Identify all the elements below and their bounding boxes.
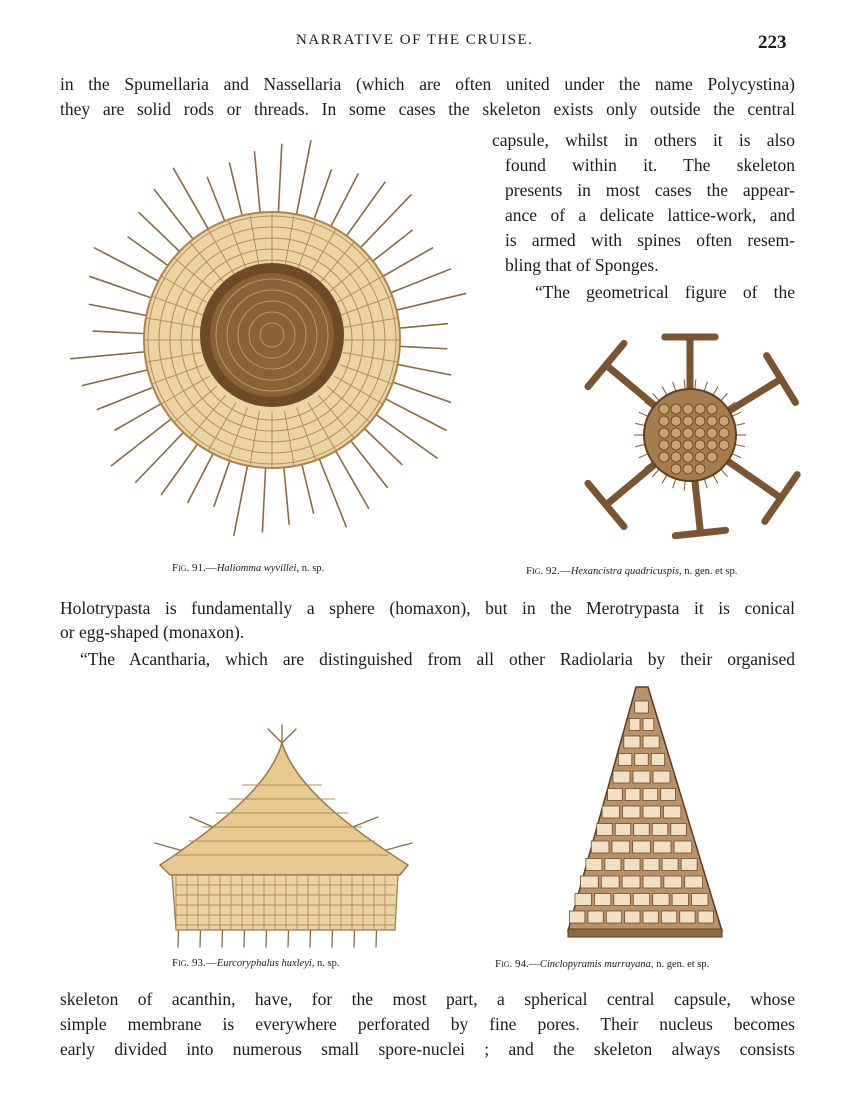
cell	[672, 894, 688, 906]
apical-spine	[282, 729, 296, 743]
figure-94-caption: Fig. 94.—Cinclopyramis murrayana, n. gen. et sp.	[495, 958, 710, 970]
arm-branch	[606, 343, 624, 365]
text-line: early divided into numerous small spore-nuclei ; and the skeleton always consists	[60, 1039, 795, 1059]
cell	[629, 719, 640, 731]
small-spine	[721, 469, 728, 476]
small-spine	[684, 481, 685, 491]
cell	[575, 894, 591, 906]
cell	[613, 771, 630, 783]
pore	[695, 428, 705, 438]
pore	[707, 452, 717, 462]
cell	[594, 894, 610, 906]
arm-branch	[701, 530, 726, 533]
cell	[662, 859, 678, 871]
cell	[618, 754, 631, 766]
arm-branch	[675, 533, 700, 536]
pore	[671, 416, 681, 426]
text-line: ance of a delicate lattice-work, and	[505, 205, 795, 225]
cell	[625, 789, 640, 801]
pore	[671, 440, 681, 450]
pore	[671, 464, 681, 474]
cell	[612, 841, 630, 853]
arm-branch	[767, 356, 781, 379]
small-spine	[735, 423, 745, 425]
text-line: presents in most cases the appear-	[505, 180, 795, 200]
cell	[602, 806, 619, 818]
cell	[698, 911, 713, 923]
pore	[671, 404, 681, 414]
cell	[615, 824, 631, 836]
small-spine	[713, 387, 718, 396]
cell	[635, 701, 649, 713]
small-spine	[721, 393, 728, 400]
small-spine	[684, 379, 685, 389]
pore	[695, 452, 705, 462]
small-spine	[639, 412, 648, 416]
cell	[653, 771, 670, 783]
small-spine	[639, 454, 648, 458]
pore	[659, 440, 669, 450]
cell	[614, 894, 630, 906]
cell	[651, 754, 664, 766]
cell	[643, 789, 658, 801]
pore	[695, 440, 705, 450]
text-line: simple membrane is everywhere perforated by fine pores. Their nucleus becomes	[60, 1014, 795, 1034]
text-line: Holotrypasta is fundamentally a sphere (homaxon), but in the Merotrypasta it is conical	[60, 598, 795, 618]
cell	[597, 824, 613, 836]
pore	[707, 416, 717, 426]
pore	[695, 464, 705, 474]
cell	[680, 911, 695, 923]
small-spine	[695, 379, 696, 389]
cell	[588, 911, 603, 923]
pore	[683, 440, 693, 450]
text-line: they are solid rods or threads. In some cases the skeleton exists only outside the central	[60, 99, 795, 119]
pore	[707, 440, 717, 450]
cell	[653, 841, 671, 853]
cell	[624, 736, 640, 748]
text-line: bling that of Sponges.	[505, 255, 659, 275]
pore	[683, 416, 693, 426]
figure-92-illustration	[595, 325, 795, 560]
cell	[643, 719, 654, 731]
text-line: in the Spumellaria and Nassellaria (which are often united under the name Polycystina)	[60, 74, 795, 94]
pore	[683, 428, 693, 438]
figure-93-caption: Fig. 93.—Eurcoryphalus huxleyi, n. sp.	[172, 957, 340, 969]
cell	[570, 911, 585, 923]
cell	[643, 859, 659, 871]
cell	[608, 789, 623, 801]
cell	[671, 824, 687, 836]
figure-91-caption: Fig. 91.—Haliomma wyvillei, n. sp.	[172, 562, 325, 574]
figure-93-illustration	[150, 725, 415, 950]
cell	[643, 876, 661, 888]
cell	[661, 911, 676, 923]
cell	[634, 824, 650, 836]
arm-branch	[588, 483, 606, 505]
arm-branch	[588, 365, 606, 387]
small-spine	[713, 475, 718, 484]
small-spine	[704, 479, 707, 489]
cell	[635, 754, 648, 766]
small-spine	[635, 423, 645, 425]
pore	[695, 416, 705, 426]
pore	[719, 428, 729, 438]
cell	[653, 894, 669, 906]
cell	[625, 911, 640, 923]
figure-92-caption: Fig. 92.—Hexancistra quadricuspis, n. gen. et sp.	[526, 565, 738, 577]
cell	[601, 876, 619, 888]
arm-branch	[781, 475, 797, 498]
text-line: capsule, whilst in others it is also	[492, 130, 795, 150]
text-line: skeleton of acanthin, have, for the most part, a spherical central capsule, whose	[60, 989, 795, 1009]
text-line: found within it. The skeleton	[505, 155, 795, 175]
pore	[671, 452, 681, 462]
pore	[707, 428, 717, 438]
text-line: “The Acantharia, which are distinguished from all other Radiolaria by their organised	[80, 649, 795, 669]
small-spine	[662, 475, 667, 484]
cell	[605, 859, 621, 871]
cell	[633, 894, 649, 906]
small-spine	[673, 479, 676, 489]
pore	[683, 452, 693, 462]
small-spine	[735, 445, 745, 447]
cell	[652, 824, 668, 836]
cell	[633, 841, 651, 853]
pore	[707, 404, 717, 414]
text-line: or egg-shaped (monaxon).	[60, 622, 245, 642]
pore	[683, 464, 693, 474]
cell	[681, 859, 697, 871]
pore	[659, 404, 669, 414]
pore	[659, 416, 669, 426]
small-spine	[704, 382, 707, 392]
pore	[719, 416, 729, 426]
cell	[661, 789, 676, 801]
cell	[580, 876, 598, 888]
small-spine	[635, 445, 645, 447]
cell	[622, 876, 640, 888]
cell	[591, 841, 609, 853]
small-spine	[653, 469, 660, 476]
text-line: “The geometrical figure of the	[535, 282, 795, 302]
small-spine	[662, 387, 667, 396]
cell	[623, 806, 640, 818]
cell	[663, 806, 680, 818]
cell	[633, 771, 650, 783]
cell	[643, 806, 660, 818]
text-line: is armed with spines often resem-	[505, 230, 795, 250]
page-number: 223	[758, 32, 787, 53]
pore	[659, 452, 669, 462]
small-spine	[732, 412, 741, 416]
cell	[643, 911, 658, 923]
pore	[659, 428, 669, 438]
pore	[695, 404, 705, 414]
arm-branch	[765, 498, 781, 521]
small-spine	[673, 382, 676, 392]
apical-spine	[268, 729, 282, 743]
cell	[586, 859, 602, 871]
cell	[643, 736, 659, 748]
cell	[606, 911, 621, 923]
small-spine	[732, 454, 741, 458]
arm-branch	[606, 505, 624, 527]
cell	[692, 894, 708, 906]
running-title: NARRATIVE OF THE CRUISE.	[296, 32, 534, 48]
small-spine	[653, 393, 660, 400]
cell	[685, 876, 703, 888]
pore	[671, 428, 681, 438]
figure-91-illustration	[60, 140, 485, 545]
cell	[674, 841, 692, 853]
pore	[683, 404, 693, 414]
cell	[624, 859, 640, 871]
pore	[719, 440, 729, 450]
figure-94-illustration	[560, 683, 730, 951]
cell	[664, 876, 682, 888]
arm-branch	[781, 379, 795, 402]
